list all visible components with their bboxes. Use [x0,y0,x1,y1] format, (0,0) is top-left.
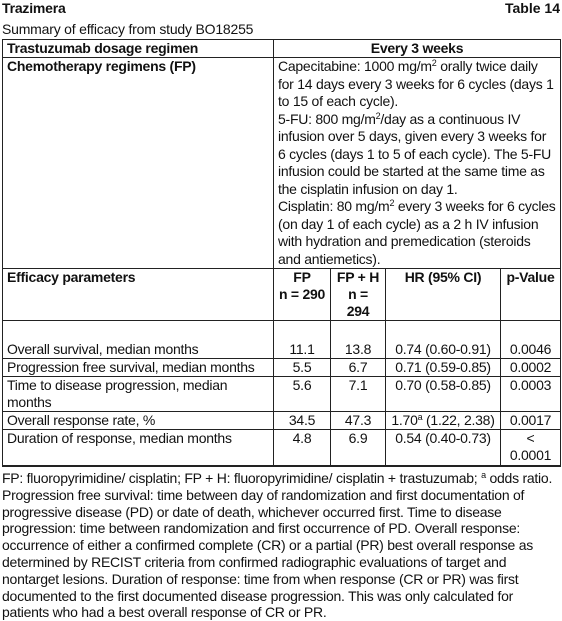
p-value: 0.0002 [501,359,561,377]
table-subtitle: Summary of efficacy from study BO18255 [2,21,254,37]
chemo-description [274,58,561,269]
superscript: 2 [389,198,395,208]
fp-value: 11.1 [274,321,331,359]
fp-value: 5.6 [274,377,331,412]
col-header-parameters: Efficacy parameters [3,269,274,321]
fp-value: 34.5 [274,412,331,430]
p-value: 0.0003 [501,377,561,412]
hr-main: 0.71 (0.59-0.85) [395,359,491,375]
hr-value [386,377,501,412]
efficacy-rows [3,321,561,467]
fph-label: FP + H [336,269,380,285]
cisplatin-dose: Cisplatin: 80 mg/m [278,198,390,214]
hr-ci: (1.22, 2.38) [422,412,495,428]
fp-label: FP [293,269,311,285]
table-row [3,359,561,377]
row-label: Overall response rate, % [3,412,274,430]
capecitabine-schedule: orally twice daily for 14 days every 3 weeks for 6 cycles (days 1 to 15 of each cycle). [278,58,554,109]
fu-schedule: /day as a continuous IV infusion over 5 days, given every 3 weeks for 6 cycles (days 1 to 5 of each cycle). The 5-FU infusion could be started at the same time as the cisplatin infusion on day 1. [278,110,552,197]
fu-dose: 5-FU: 800 mg/m [278,110,376,127]
superscript: a [417,412,423,422]
col-header-p: p-Value [501,269,561,321]
table-row [3,321,561,359]
row-label: Duration of response, median months [3,430,274,467]
definitions-text: Progression free survival: time between day of randomization and first documentation of progressive disease (PD) or date of death, whichever occurred first. Time to disease progression: time between randomization and first occurrence of PD. Overall response: occurrence of either a confirmed complete (CR) or a partial (PR) best overall response as determined by RECIST criteria from confirmed radiographic evaluations of target and nontarget lesions. Duration of response: time from when response (CR or PR) was first documented to the first documented disease progression. This was only calculated for patients who had a best overall response of CR or PR. [2,486,533,621]
row-label: Overall survival, median months [3,321,274,359]
chemo-label: Chemotherapy regimens (FP) [3,58,274,269]
row-label: Time to disease progression, median months [3,377,274,412]
fph-value: 47.3 [331,412,386,430]
col-header-fp [274,269,331,321]
document-header [2,0,560,20]
hr-main: 1.70 [391,412,418,428]
chemo-row [3,58,561,269]
fph-value: 13.8 [331,321,386,359]
hr-value [386,321,501,359]
hr-main: 0.54 (0.40-0.73) [395,430,491,446]
cisplatin-schedule: every 3 weeks for 6 cycles (on day 1 of each cycle) as a 2 h IV infusion with hydration and premedication (steroids and antiemetics). [278,198,556,267]
superscript: 2 [375,110,381,121]
hr-value [386,359,501,377]
regimen-label: Trastuzumab dosage regimen [3,40,274,58]
col-header-hr: HR (95% CI) [386,269,501,321]
fp-n: n = 290 [278,286,326,302]
cisplatin-text [278,198,556,268]
abbreviations: FP: fluoropyrimidine/ cisplatin; FP + H: fluoropyrimidine/ cisplatin + trastuzumab; [2,470,482,486]
p-value: 0.0017 [501,412,561,430]
efficacy-header-row [3,269,561,321]
document-page [2,0,560,621]
regimen-header-row [3,40,561,58]
table-number: Table 14 [505,0,560,16]
p-value: < 0.0001 [501,430,561,467]
efficacy-table [2,39,561,467]
superscript: 2 [431,58,437,68]
p-value: 0.0046 [501,321,561,359]
fph-value: 6.9 [331,430,386,467]
capecitabine-text [278,58,556,111]
hr-main: 0.70 (0.58-0.85) [395,377,491,393]
footnote [2,470,560,621]
fph-n: n = 294 [346,286,370,319]
col-header-fph [331,269,386,321]
superscript: a [481,470,486,480]
fp-value: 4.8 [274,430,331,467]
table-row [3,412,561,430]
brand-name: Trazimera [2,0,66,16]
row-label: Progression free survival, median months [3,359,274,377]
capecitabine-dose: Capecitabine: 1000 mg/m [278,58,432,74]
fp-value: 5.5 [274,359,331,377]
odds-ratio-note: odds ratio. [485,470,553,486]
table-row [3,430,561,467]
hr-main: 0.74 (0.60-0.91) [395,341,491,357]
fu-text [278,111,556,199]
hr-value [386,412,501,430]
hr-value [386,430,501,467]
table-row [3,377,561,412]
regimen-value: Every 3 weeks [274,40,561,58]
fph-value: 6.7 [331,359,386,377]
fph-value: 7.1 [331,377,386,412]
